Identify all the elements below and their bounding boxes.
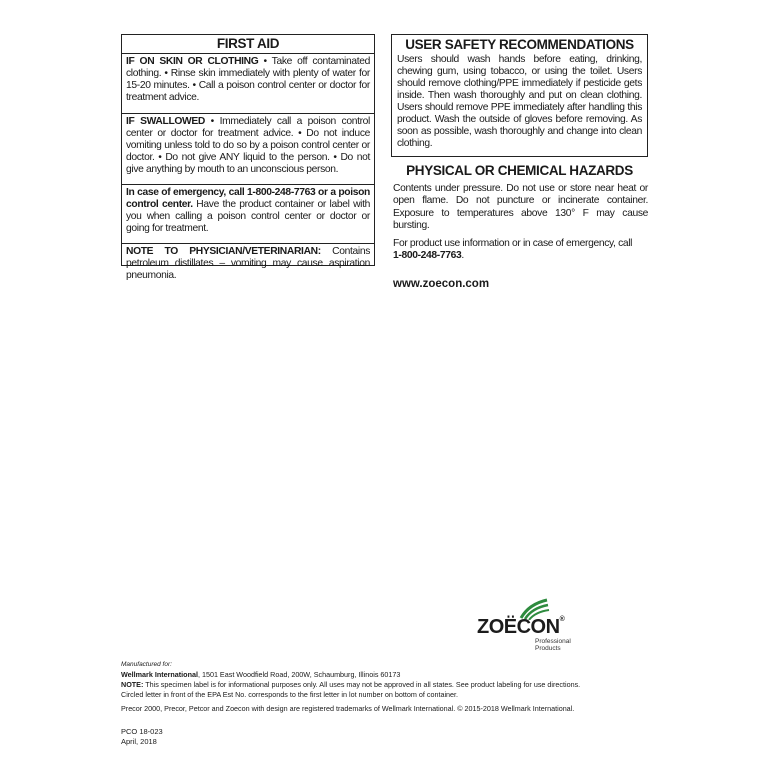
contact-phone-suffix: . (461, 250, 464, 262)
label-codes (121, 727, 163, 746)
contact-phone: 1-800-248-7763 (393, 250, 462, 262)
user-safety-box (391, 34, 648, 157)
note-text: This specimen label is for informational purposes only. All uses may not be approved in all states. See product labeling for use directions. (143, 680, 581, 689)
first-aid-skin-section (122, 54, 374, 114)
website-link[interactable]: www.zoecon.com (393, 278, 490, 290)
note-label: NOTE: (121, 680, 144, 689)
physician-text: Contains petroleum distillates – vomiting may cause aspiration pneumonia. (126, 246, 370, 281)
first-aid-physician-section (122, 244, 374, 281)
logo-sub-line1: Professional (535, 638, 571, 645)
trademark-note: Precor 2000, Precor, Petcor and Zoecon with design are registered trademarks of Wellmark International. © 2015-2018 Wellmark International. (121, 704, 575, 713)
first-aid-box (121, 34, 375, 281)
footer (121, 660, 641, 714)
physician-heading: NOTE TO PHYSICIAN/VETERINARIAN: (126, 246, 321, 257)
label-code: PCO 18-023 (121, 727, 163, 736)
first-aid-title: FIRST AID (122, 35, 374, 54)
logo-subtitle (535, 638, 571, 652)
swallowed-heading: IF SWALLOWED (126, 116, 206, 127)
manufactured-label: Manufactured for: (121, 661, 172, 668)
first-aid-emergency-section (122, 185, 374, 244)
emergency-text: Have the product container or label with you when calling a poison control center or doctor or going for treatment. (126, 199, 370, 234)
logo-wordmark (477, 616, 564, 639)
emergency-heading: In case of emergency, call 1-800-248-7763 or a poison control center. (126, 187, 370, 210)
contact-text: For product use information or in case of emergency, call (393, 238, 633, 249)
skin-heading: IF ON SKIN OR CLOTHING (126, 56, 259, 67)
user-safety-title: USER SAFETY RECOMMENDATIONS (405, 37, 634, 52)
label-date: April, 2018 (121, 736, 157, 746)
company-name: Wellmark International (121, 670, 198, 679)
skin-text: • Take off contaminated clothing. • Rinse skin immediately with plenty of water for 15-20 minutes. • Call a poison control center or doctor for treatment advice. (126, 56, 371, 103)
logo-registered: ® (559, 616, 565, 623)
manufacturer-line (121, 670, 641, 680)
circled-letter-note: Circled letter in front of the EPA Est No. corresponds to the first letter in lot number on bottom of container. (121, 690, 459, 699)
logo-name-text: ZOËCON (477, 616, 560, 638)
swallowed-text: • Immediately call a poison control center or doctor for treatment advice. • Do not induce vomiting unless told to do so by a poison control center or doctor. • Do not give ANY liquid to the person. • Do not give anything by mouth to an unconscious person. (126, 116, 370, 175)
first-aid-swallowed-section (122, 114, 374, 185)
note-line (121, 680, 641, 690)
hazards-title: PHYSICAL OR CHEMICAL HAZARDS (406, 163, 633, 178)
zoecon-logo (477, 598, 573, 654)
hazards-text: Contents under pressure. Do not use or store near heat or open flame. Do not puncture or incinerate container. Exposure to temperatures above 130° F may cause bursting. (393, 183, 648, 231)
logo-sub-line2: Products (535, 645, 561, 652)
contact-info (393, 238, 648, 263)
company-address: , 1501 East Woodfield Road, 200W, Schaumburg, Illinois 60173 (197, 670, 401, 679)
user-safety-text: Users should wash hands before eating, drinking, chewing gum, using tobacco, or using the toilet. Users should remove clothing/PPE immediately if pesticide gets inside. Then wash thoroughly and put on clean clothing. Users should remove PPE immediately after handling this product. Wash the outside of gloves before removing. As soon as possible, wash thoroughly and change into clean clothing. (397, 54, 642, 149)
